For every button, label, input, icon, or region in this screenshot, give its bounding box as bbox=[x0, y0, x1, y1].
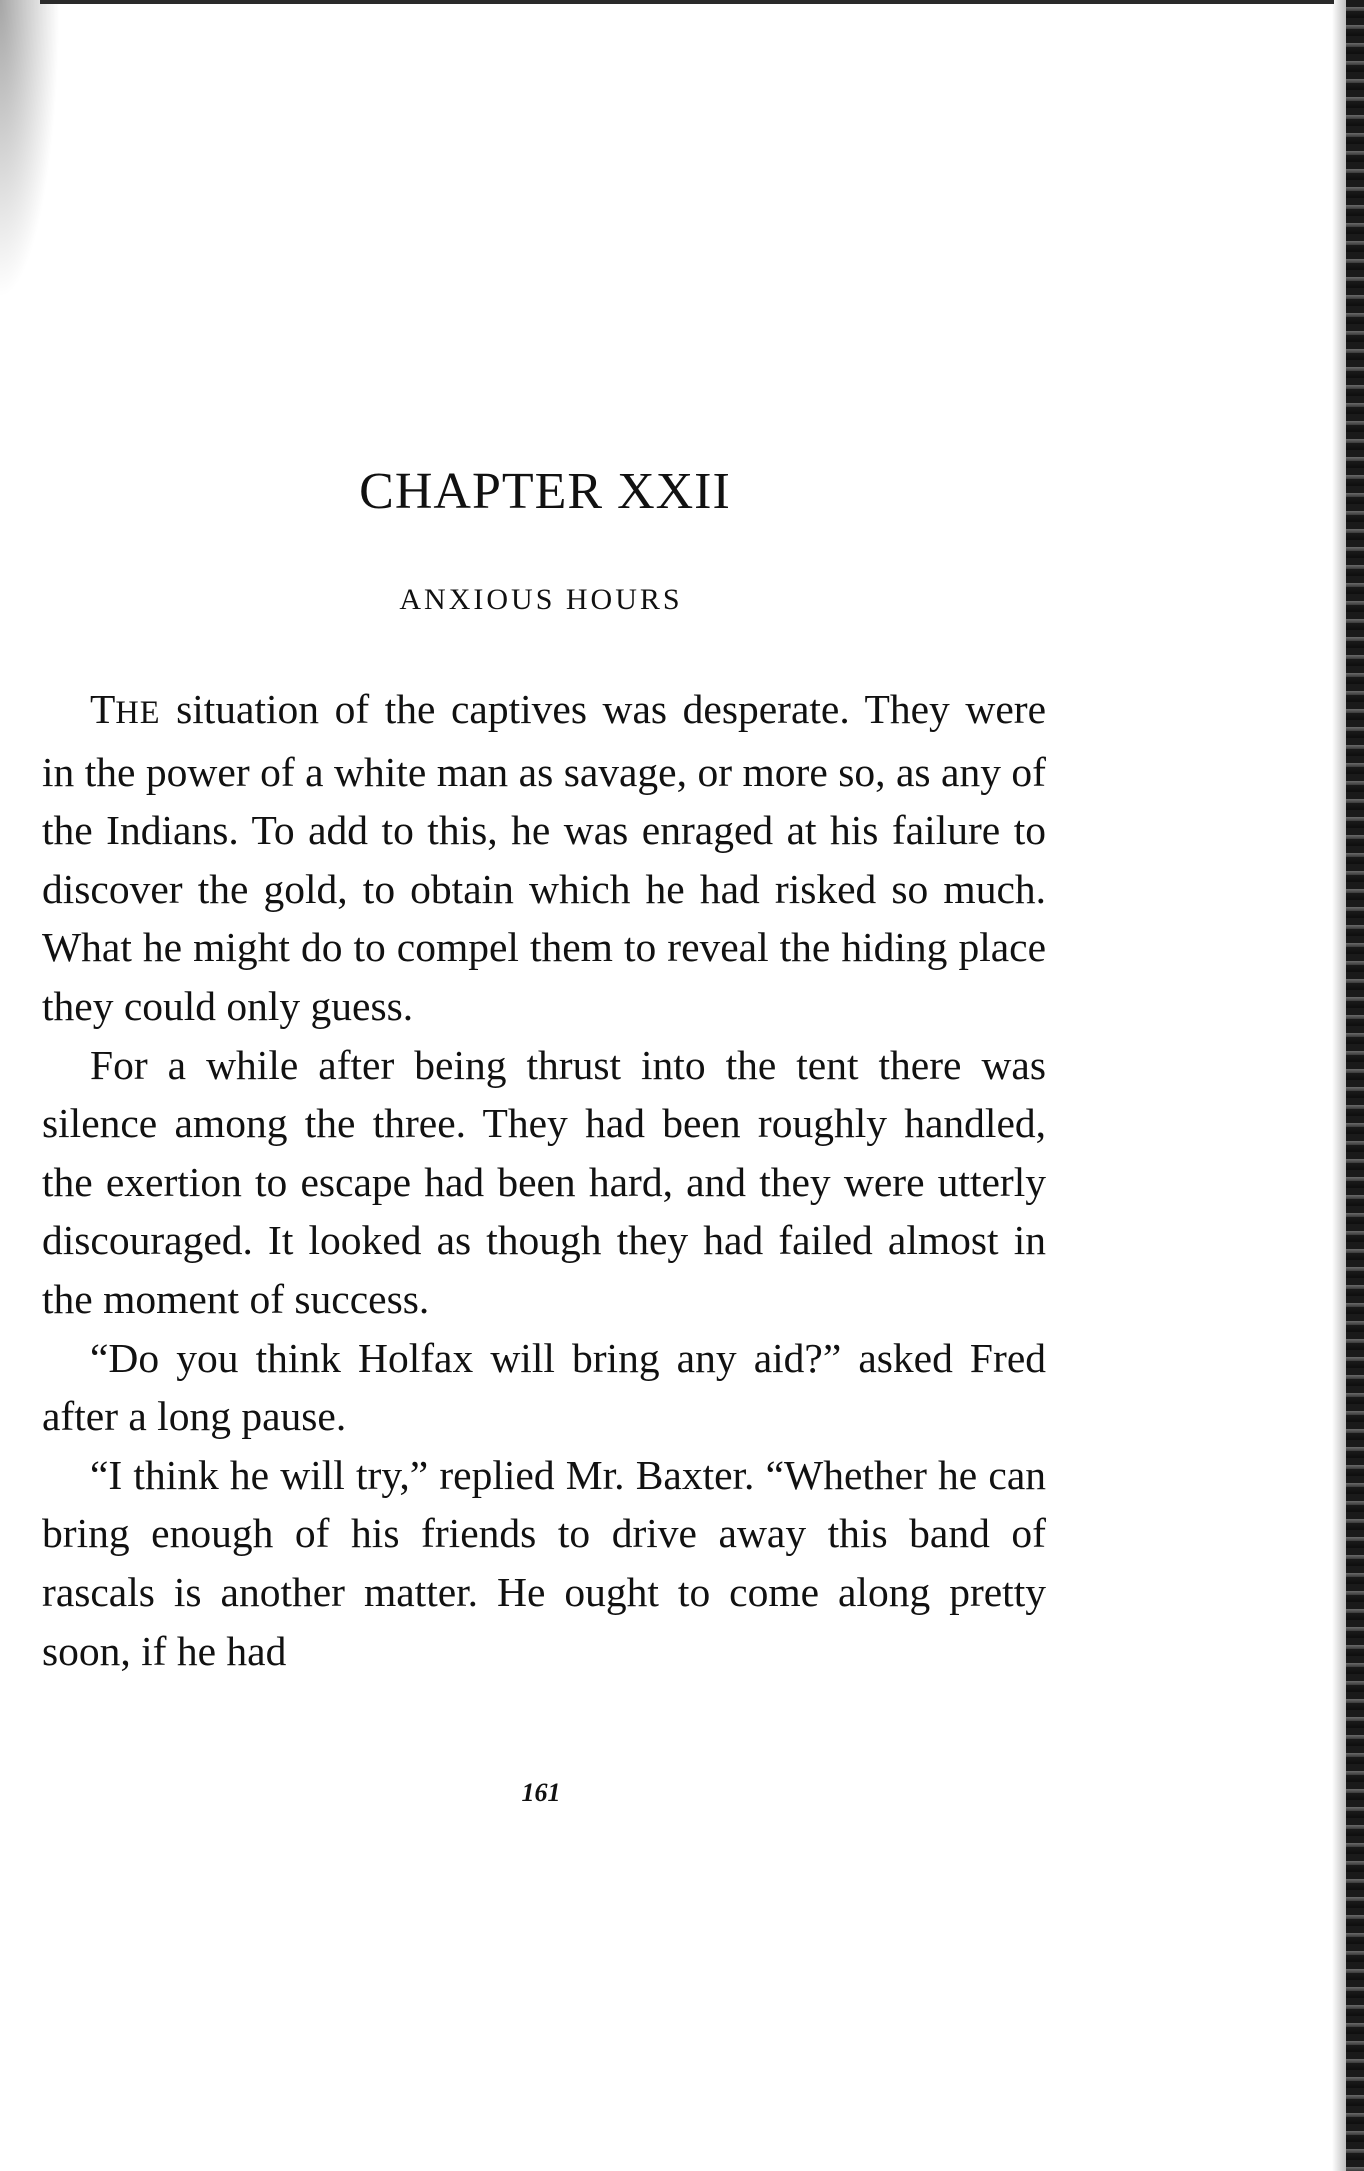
small-caps-rest: HE bbox=[115, 695, 161, 731]
paragraph-4: “I think he will try,” replied Mr. Baxter. “Whether he can bring enough of his friends to drive away this band of rascals is another matter. He ought to come along pretty soon, if he had bbox=[42, 1451, 1046, 1674]
chapter-title: CHAPTER XXII bbox=[359, 463, 731, 520]
chapter-body bbox=[42, 680, 1046, 1680]
paragraph-1 bbox=[42, 680, 1046, 1036]
scan-top-edge bbox=[40, 0, 1334, 4]
binding-edge bbox=[1346, 0, 1364, 2171]
chapter-subtitle: ANXIOUS HOURS bbox=[399, 583, 683, 616]
small-caps-first-letter: T bbox=[90, 686, 116, 732]
binding-shadow bbox=[1332, 0, 1346, 2171]
paragraph-3: “Do you think Holfax will bring any aid?” asked Fred after a long pause. bbox=[42, 1334, 1046, 1440]
paragraph-1-text: situation of the captives was desperate. They were in the power of a white man as savage, or more so, as any of the Indians. To add to this, he was enraged at his failure to discover the gold, to obtain which he had risked so much. What he might do to compel them to reveal the hiding place they could only guess. bbox=[42, 686, 1046, 1029]
page-number: 161 bbox=[521, 1778, 561, 1807]
scan-corner-smudge bbox=[0, 0, 60, 300]
paragraph-2: For a while after being thrust into the tent there was silence among the three. They had been roughly handled, the exertion to escape had been hard, and they were utterly discouraged. It looked as though they had failed almost in the moment of success. bbox=[42, 1041, 1046, 1322]
